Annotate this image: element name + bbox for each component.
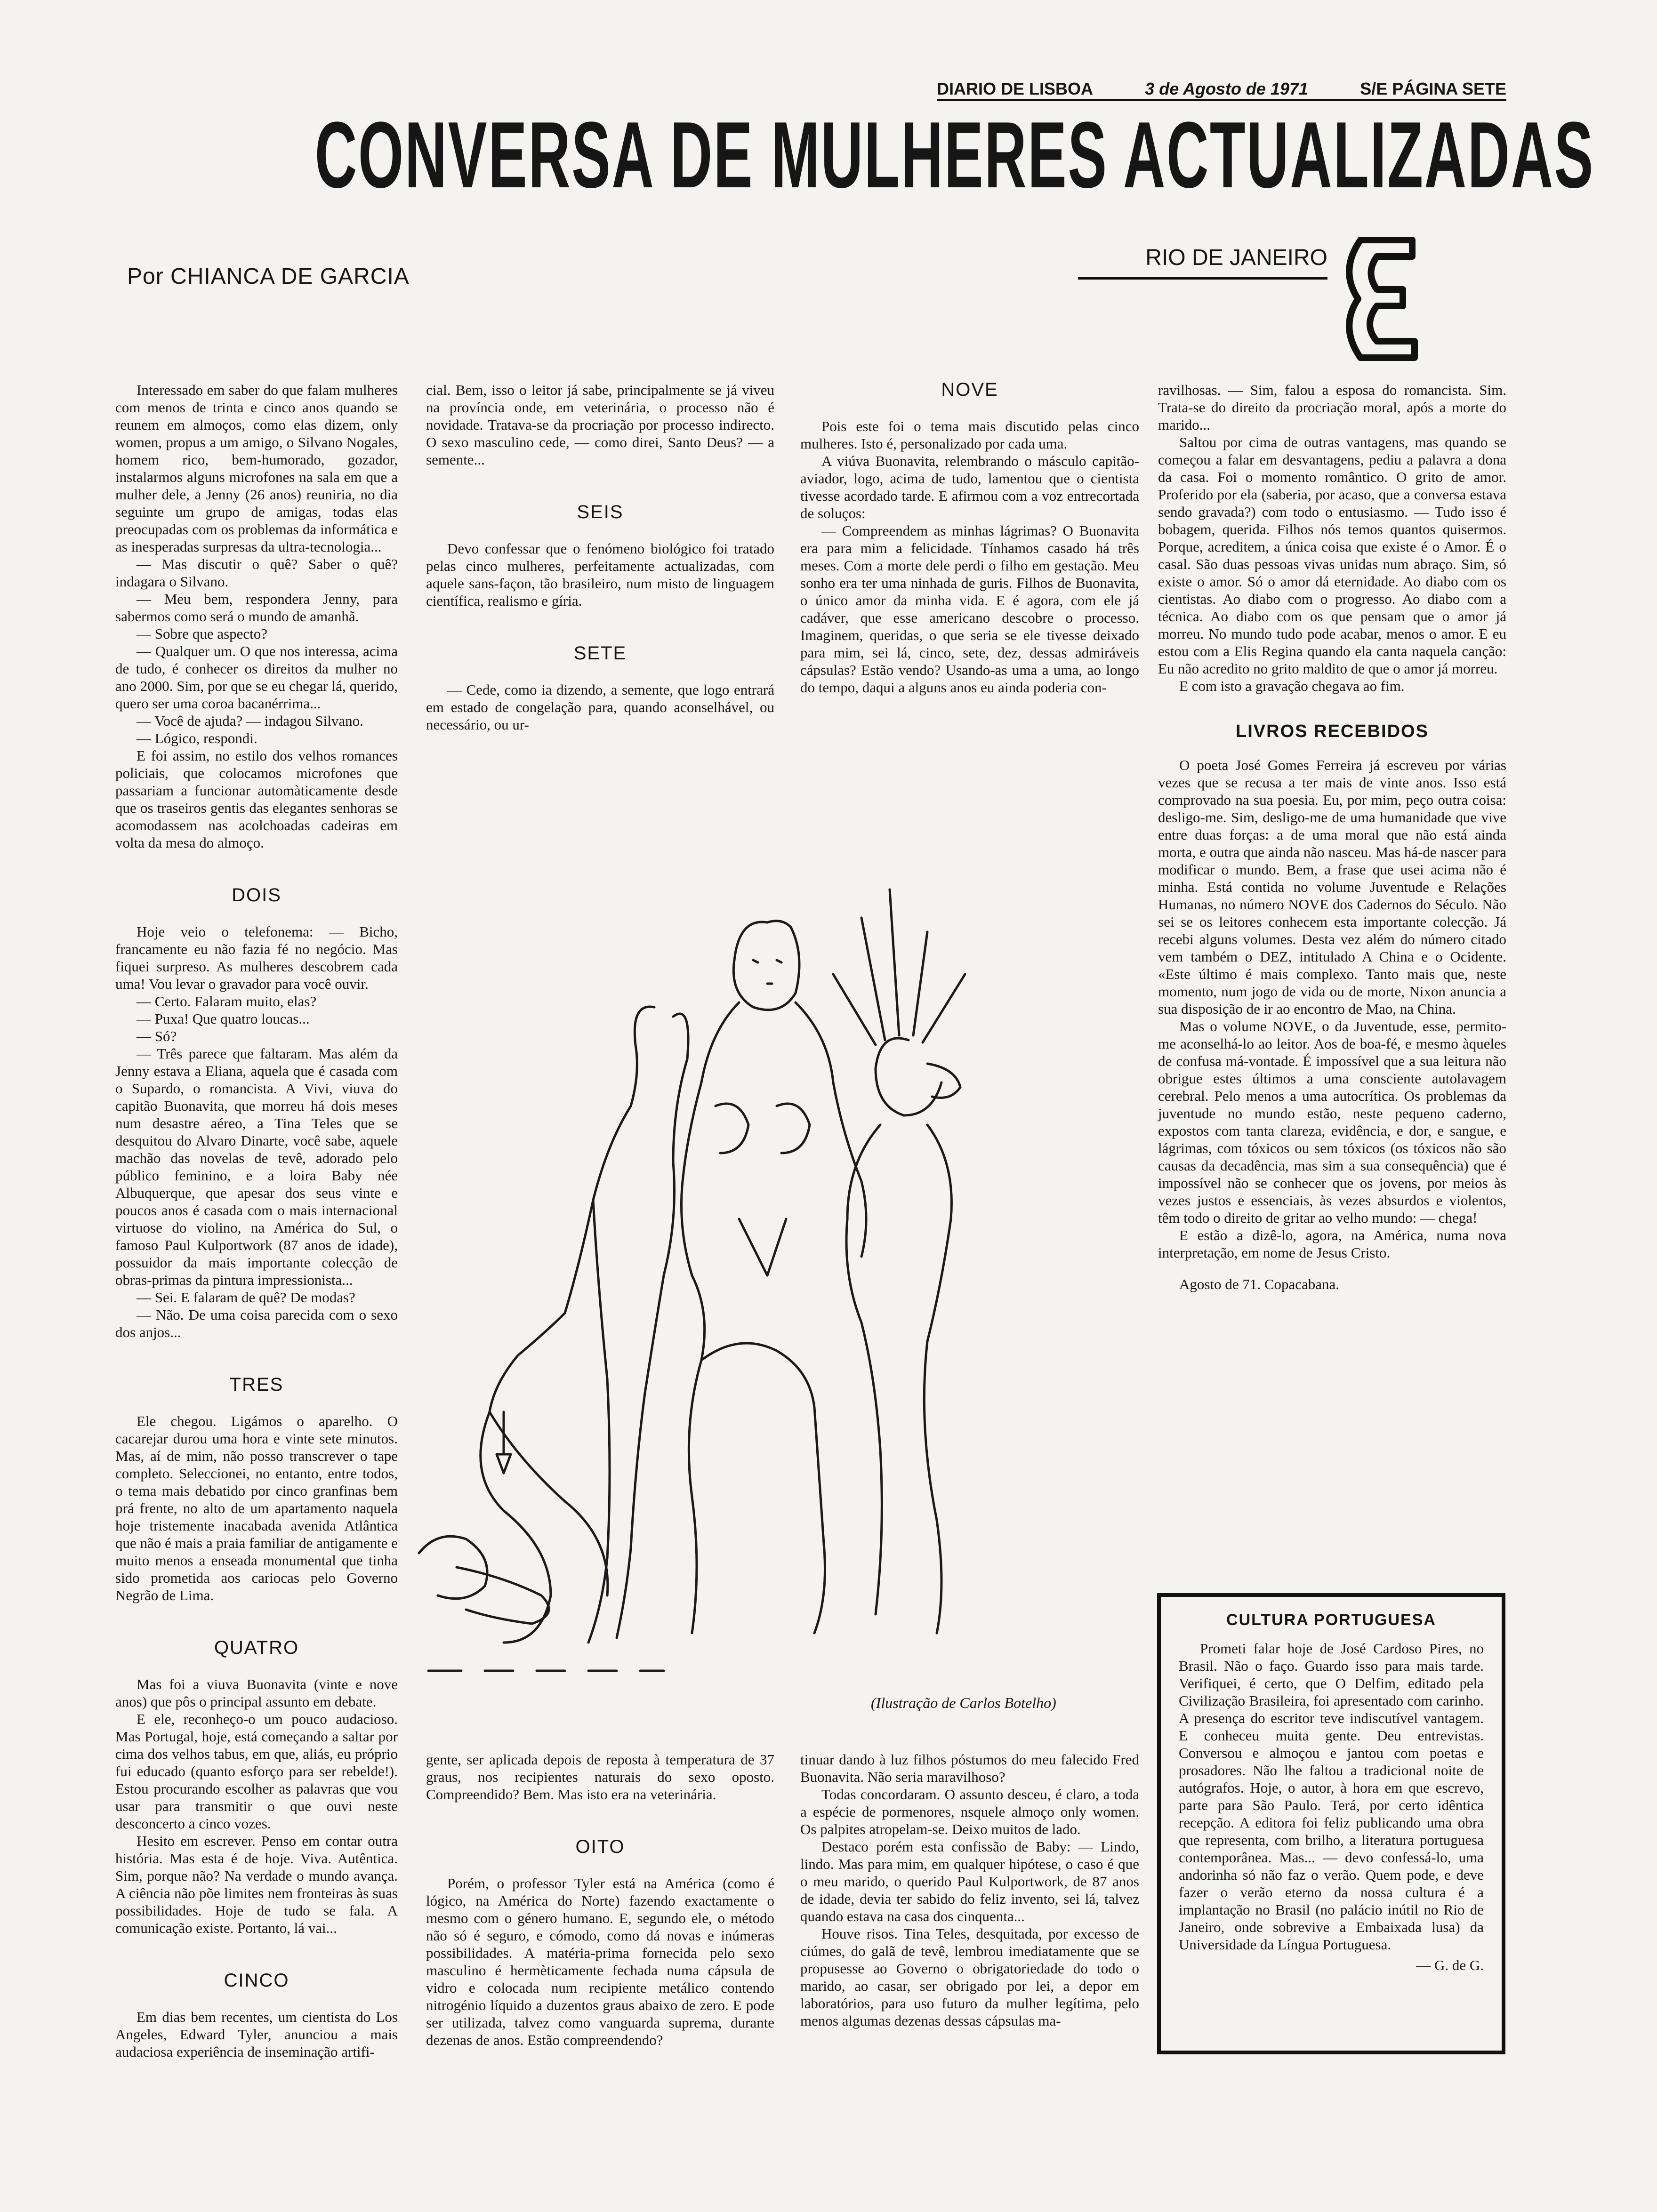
paragraph: — Sei. E falaram de quê? De modas? <box>137 1289 355 1306</box>
paragraph: ravilhosas. — Sim, falou a esposa do romancista. Sim. Trata-se do direito da procriação moral, após a morte do marido... <box>1158 382 1506 433</box>
paragraph: — Três parece que faltaram. Mas além da Jenny estava a Eliana, aquela que é casada com o Supardo, o romancista. A Vivi, viuva do capitão Buonavita, que morreu há dois meses num desastre aéreo, a Tina Teles que se desquitou do Alvaro Dinarte, você sabe, aquele machão das novelas de tevê, adorado pelo público feminino, e a loira Baby née Albuquerque, que apesar dos seus vinte e poucos anos é casada com o mais internacional virtuose do violino, na América do Sul, o famoso Paul Kulportwork (87 anos de idade), possuidor da mais importante colecção de obras-primas da pintura impressionista... <box>115 1045 398 1288</box>
illustration-caption: (Ilustração de Carlos Botelho) <box>871 1694 1056 1711</box>
section-heading-nove: NOVE <box>941 379 998 400</box>
paragraph: Mas foi a viuva Buonavita (vinte e nove anos) que pôs o principal assunto em debate. <box>115 1676 398 1710</box>
paragraph: — Sobre que aspecto? <box>137 625 268 642</box>
page-header <box>937 71 1506 101</box>
paragraph: — Qualquer um. O que nos interessa, acima de tudo, é conhecer os direitos da mulher no ano 2000. Sim, por que se eu chegar lá, querido, quero ser uma coroa bacanérrima... <box>115 643 398 712</box>
paragraph: tinuar dando à luz filhos póstumos do meu falecido Fred Buonavita. Não seria maravilhoso? <box>800 1751 1139 1785</box>
paragraph: cial. Bem, isso o leitor já sabe, principalmente se já viveu na província onde, em veterinária, o processo não é novidade. Tratava-se da procriação por processo indirecto. O sexo masculino cede, — como direi, Santo Deus? — a semente... <box>426 382 774 468</box>
paragraph: Prometi falar hoje de José Cardoso Pires, no Brasil. Não o faço. Guardo isso para mais tarde. Verifiquei, é certo, que O Delfim, editado pela Civilização Brasileira, foi apresentado com carinho. A presença do escritor teve indiscutível vantagem. E conheceu muita gente. Deu entrevistas. Conversou e almoçou e jantou com poetas e prosadores. Não lhe faltou a tradicional noite de autógrafos. Hoje, o autor, à hora em que escrevo, parte para São Paulo. Terá, por certo idêntica recepção. A editora foi feliz publicando uma obra que representa, com brilho, a literatura portuguesa contemporânea. Mas... — devo confessá-lo, uma andorinha só não faz o verão. Quem pode, e deve fazer o verão eterno da nossa cultura é a implantação no Brasil (no palácio inútil no Rio de Janeiro, onde sobrevive a Embaixada lusa) da Universidade da Língua Portuguesa. <box>1179 1640 1484 1953</box>
paragraph: Hoje veio o telefonema: — Bicho, francamente eu não fazia fé no negócio. Mas fiquei surpreso. As mulheres descobrem cada uma! Vou levar o gravador para você ouvir. <box>115 923 398 992</box>
paragraph: — Mas discutir o quê? Saber o quê? indagara o Silvano. <box>115 556 398 590</box>
paragraph: Porém, o professor Tyler está na América (como é lógico, na América do Norte) fazendo exactamente o mesmo com o género humano. E, segundo ele, o método não só é seguro, e cómodo, como dá novas e inúmeras possibilidades. A matéria-prima fornecida pelo sexo masculino é hermèticamente fechada numa cápsula de vidro e colocada num recipiente metálico contendo nitrogénio líquido a duzentos graus abaixo de zero. E pode ser utilizada, talvez como vanguarda suprema, durante dezenas de anos. Estão compreendendo? <box>426 1875 774 2048</box>
page-number: S/E PÁGINA SETE <box>1360 79 1506 98</box>
paragraph: gente, ser aplicada depois de reposta à temperatura de 37 graus, nos recipientes naturais do sexo oposto. Compreendido? Bem. Mas isto era na veterinária. <box>426 1751 774 1803</box>
paragraph: Saltou por cima de outras vantagens, mas quando se começou a falar em desvantagens, pediu a palavra a dona da casa. Foi o momento romântico. O grito de amor. Proferido por ela (saberia, por acaso, que a conversa estava sendo gravada?) com todo o entusiasmo. — Tudo isso é bobagem, querida. Filhos nós temos quantos quisermos. Porque, acreditem, a única coisa que existe é o Amor. É o casal. São duas pessoas vivas unidas num abraço. Sim, só existe o amor. Só o amor dá eternidade. Ao diabo com os cientistas. Ao diabo com o progresso. Ao diabo com a técnica. Ao diabo com os que pensam que o amor já morreu. No mundo tudo pode acabar, menos o amor. E eu estou com a Elis Regina quando ela canta naquela canção: Eu não acredito no grito maldito de que o amor já morreu. <box>1158 434 1506 677</box>
paragraph: E ele, reconheço-o um pouco audacioso. Mas Portugal, hoje, está começando a saltar por cima dos velhos tabus, em que, aliás, eu próprio fui educado (quanto esforço para ser rebelde!). Estou procurando escolher as palavras que vou usar para transmitir o que ouvi neste desconcerto a cinco vozes. <box>115 1711 398 1832</box>
paragraph: — Compreendem as minhas lágrimas? O Buonavita era para mim a felicidade. Tínhamos casado há três meses. Com a morte dele perdi o filho em gestação. Meu sonho era ter uma ninhada de guris. Filhos de Buonavita, o único amor da minha vida. E é agora, com ele já cadáver, que esse americano descobre o processo. Imaginem, queridas, o que seria se ele tivesse deixado para mim, sei lá, cinco, sete, dez, dessas admiráveis cápsulas? Estão vendo? Usando-as uma a uma, ao longo do tempo, daqui a alguns anos eu ainda poderia con- <box>800 522 1139 696</box>
paragraph: Pois este foi o tema mais discutido pelas cinco mulheres. Isto é, personalizado por cada uma. <box>800 418 1139 452</box>
paragraph: E estão a dizê-lo, agora, na América, numa nova interpretação, em nome de Jesus Cristo. <box>1158 1227 1506 1261</box>
box-title: CULTURA PORTUGUESA <box>1226 1611 1436 1629</box>
issue-date: 3 de Agosto de 1971 <box>1145 79 1309 98</box>
section-heading-dois: DOIS <box>232 885 282 906</box>
byline: Por CHIANCA DE GARCIA <box>127 264 410 289</box>
paragraph: O poeta José Gomes Ferreira já escreveu por várias vezes que se recusa a ter mais de vinte anos. Isso está comprovado na sua poesia. Eu, por mim, peço outra coisa: desligo-me. Sim, desligo-me de uma humanidade que vive entre duas forças: a de uma moral que não está ainda morta, e outra que ainda não nasceu. Mas há-de nascer para modificar o mundo. Bem, a frase que usei acima não é minha. Está contida no volume Juventude e Relações Humanas, no número NOVE dos Cadernos do Século. Não sei se os leitores conhecem esta importante colecção. Já recebi alguns volumes. Desta vez além do número citado vem também o DEZ, intitulado A China e o Ocidente. «Este último é mais complexo. Tanto mais que, neste momento, num jogo de vida ou de morte, Nixon anuncia a sua disposição de ir ao encontro de Mao, na China. <box>1158 757 1506 1017</box>
section-heading-tres: TRES <box>229 1374 284 1395</box>
paragraph: Destaco porém esta confissão de Baby: — Lindo, lindo. Mas para mim, em qualquer hipótese, o caso é que o meu marido, o querido Paul Kulportwork, de 87 anos de idade, devia ter sabido do feliz invento, sei lá, talvez quando estava na casa dos cinquenta... <box>800 1838 1139 1924</box>
box-signature: — G. de G. <box>1416 1957 1484 1973</box>
paragraph: — Meu bem, respondera Jenny, para sabermos como será o mundo de amanhã. <box>115 591 398 625</box>
paragraph: — Lógico, respondi. <box>137 730 257 746</box>
paragraph: A viúva Buonavita, relembrando o másculo capitão-aviador, logo, acima de tudo, lamentou que o cientista tivesse acordado tarde. E afirmou com a voz entrecortada de soluços: <box>800 453 1139 521</box>
section-logo-icon <box>1332 231 1426 367</box>
paragraph: Mas o volume NOVE, o da Juventude, esse, permito-me aconselhá-lo ao leitor. Aos de boa-fé, e mesmo àqueles de confusa má-vontade. É impossível que a sua leitura não obrigue estes últimos a uma consciente autolavagem cerebral. Pelo menos a uma autocrítica. Os problemas da juventude no mundo estão, neste pequeno caderno, expostos com tanta clareza, evidência, e dor, e sangue, e lágrimas, com tóxicos ou sem tóxicos (os tóxicos não são causas da decadência, mas sim a sua consequência) que é impossível não se conhecer que os jovens, por meios às vezes justos e essenciais, às vezes absurdos e violentos, têm todo o direito de gritar ao velho mundo: — chega! <box>1158 1018 1506 1226</box>
paragraph: Devo confessar que o fenómeno biológico foi tratado pelas cinco mulheres, perfeitamente actualizadas, com aquele sans-façon, tão brasileiro, num misto de linguagem científica, realismo e gíria. <box>426 540 774 609</box>
paragraph: Houve risos. Tina Teles, desquitada, por excesso de ciúmes, do galã de tevê, lembrou imediatamente que se propusesse ao Governo o obrigatoriedade do todo o marido, ao casar, ser obrigado por lei, a depor em laboratórios, para uso futuro da mulher legítima, pelo menos algumas dezenas dessas cápsulas ma- <box>800 1925 1139 2029</box>
paragraph: Ele chegou. Ligámos o aparelho. O cacarejar durou uma hora e vinte sete minutos. Mas, aí de mim, não posso transcrever o tape completo. Seleccionei, no entanto, entre todos, o tema mais debatido por cinco granfinas bem prá frente, no alto de um apartamento naquela hoje tristemente inacabada avenida Atlântica que não é mais a praia familiar de antigamente e muito menos a enseada monumental que tinha sido prometida aos cariocas pelo Governo Negrão de Lima. <box>115 1413 398 1603</box>
paragraph: — Certo. Falaram muito, elas? <box>137 993 317 1010</box>
newspaper-name: DIARIO DE LISBOA <box>937 79 1094 98</box>
article-headline: CONVERSA DE MULHERES ACTUALIZADAS <box>314 103 1594 208</box>
section-heading-livros-recebidos: LIVROS RECEBIDOS <box>1236 721 1429 741</box>
paragraph: Em dias bem recentes, um cientista do Los Angeles, Edward Tyler, anunciou a mais audaciosa experiência de inseminação artifi- <box>115 2009 398 2060</box>
illustration-three-nudes <box>410 861 1139 1680</box>
signoff: Agosto de 71. Copacabana. <box>1179 1276 1340 1292</box>
column-4 <box>1158 381 1506 1293</box>
paragraph: E foi assim, no estilo dos velhos romances policiais, que colocamos microfones que passariam a funcionar automàticamente desde que os traseiros gentis das elegantes senhoras se acomodassem nas acolchoadas cadeiras em volta da mesa do almoço. <box>115 747 398 851</box>
column-1 <box>115 381 398 2060</box>
section-heading-quatro: QUATRO <box>214 1637 299 1658</box>
section-heading-cinco: CINCO <box>224 1970 290 1991</box>
paragraph: Hesito em escrever. Penso em contar outra história. Mas esta é de hoje. Viva. Autêntica. Sim, porque não? Na verdade o mundo avança. A ciência não põe limites nem fronteiras às suas possibilidades. Hoje de tudo se fala. A comunicação existe. Portanto, lá vai... <box>115 1833 398 1936</box>
column-2-top <box>426 381 774 733</box>
section-heading-sete: SETE <box>573 643 627 664</box>
paragraph: Interessado em saber do que falam mulheres com menos de trinta e cinco anos quando se reunem em almoços, como elas dizem, only women, propus a um amigo, o Silvano Nogales, homem rico, bem-humorado, gozador, instalarmos alguns microfones na sala em que a mulher dele, a Jenny (26 anos) reuniria, no dia seguinte um grupo de amigas, todas elas preocupadas com os problemas da informática e as inesperadas surpresas da ultra-tecnologia... <box>115 382 398 555</box>
paragraph: — Você de ajuda? — indagou Silvano. <box>137 713 363 729</box>
paragraph: — Puxa! Que quatro loucas... <box>137 1010 310 1027</box>
column-3-bottom <box>800 1751 1139 2029</box>
dateline-place: RIO DE JANEIRO <box>1078 245 1327 280</box>
column-2-bottom <box>426 1751 774 2049</box>
paragraph: — Não. De uma coisa parecida com o sexo dos anjos... <box>115 1306 398 1340</box>
section-heading-seis: SEIS <box>577 502 624 522</box>
paragraph: Todas concordaram. O assunto desceu, é claro, a toda a espécie de pormenores, nsquele almoço only women. Os palpites atropelam-se. Deixo muitos de lado. <box>800 1786 1139 1837</box>
column-3-top <box>800 381 1139 696</box>
cultura-portuguesa-box <box>1157 1593 1505 2054</box>
section-heading-oito: OITO <box>575 1836 625 1857</box>
paragraph: — Só? <box>137 1028 177 1044</box>
paragraph: E com isto a gravação chegava ao fim. <box>1179 678 1405 694</box>
paragraph: — Cede, como ia dizendo, a semente, que logo entrará em estado de congelação para, quando aconselhável, ou necessário, ou ur- <box>426 681 774 733</box>
